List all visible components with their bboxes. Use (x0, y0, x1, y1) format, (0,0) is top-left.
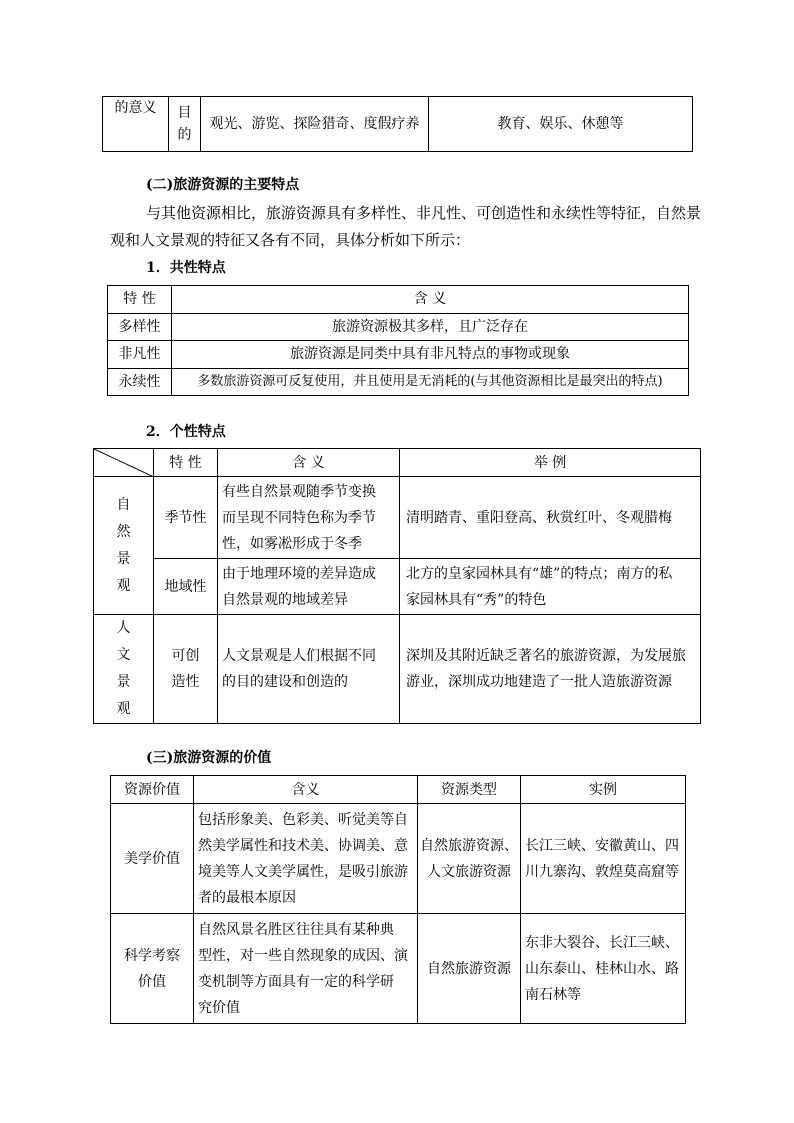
table-cell: 美学价值 (111, 804, 194, 914)
diagonal-header-cell (94, 449, 154, 477)
table-cell: 科学考察 价值 (111, 914, 194, 1024)
subsection-heading: 2．个性特点 (146, 424, 226, 440)
table-cell: 由于地理环境的差异造成 自然景观的地域差异 (218, 559, 400, 615)
table-cell: 多数旅游资源可反复使用，并且使用是无消耗的(与其他资源相比是最突出的特点) (172, 368, 689, 396)
individual-features-table (93, 448, 701, 724)
table-row (108, 313, 689, 341)
diagonal-line-graphic (94, 449, 154, 477)
table-cell: 包括形象美、色彩美、听觉美等自 然美学属性和技术美、协调美、意 境美等人文美学属性，是吸引旅游 者的最根本原因 (194, 804, 418, 914)
table-header-row (108, 286, 689, 314)
table-cell: 自然旅游资源、 人文旅游资源 (418, 804, 521, 914)
header-cell: 含 义 (172, 286, 689, 314)
header-cell: 含义 (194, 776, 418, 804)
table-cell: 的意义 (103, 97, 169, 152)
table-row (111, 914, 686, 1024)
subsection-heading: 1．共性特点 (146, 260, 226, 276)
table-row (94, 477, 701, 559)
table-header-row (111, 776, 686, 804)
table-cell: 观光、游览、探险猎奇、度假疗养 (201, 97, 429, 152)
table-cell: 深圳及其附近缺乏著名的旅游资源，为发展旅 游业，深圳成功地建造了一批人造旅游资源 (400, 615, 701, 724)
table-cell: 有些自然景观随季节变换 而呈现不同特色称为季节 性，如雾凇形成于冬季 (218, 477, 400, 559)
table-cell: 旅游资源极其多样，且广泛存在 (172, 313, 689, 341)
header-cell: 举 例 (400, 449, 701, 477)
table-cell: 非凡性 (108, 341, 172, 369)
paragraph-line: 观和人文景观的特征又各有不同，具体分析如下所示： (110, 231, 471, 249)
table-cell: 自然旅游资源 (418, 914, 521, 1024)
header-cell: 特 性 (154, 449, 218, 477)
paragraph-line: 与其他资源相比，旅游资源具有多样性、非凡性、可创造性和永续性等特征，自然景 (146, 204, 702, 222)
table-cell: 清明踏青、重阳登高、秋赏红叶、冬观腊梅 (400, 477, 701, 559)
table-row (94, 559, 701, 615)
table-cell: 目 的 (169, 97, 201, 152)
common-features-table (107, 285, 689, 396)
header-cell: 资源类型 (418, 776, 521, 804)
table-cell: 长江三峡、安徽黄山、四 川九寨沟、敦煌莫高窟等 (521, 804, 686, 914)
table-row (94, 615, 701, 724)
table-cell: 教育、娱乐、休憩等 (429, 97, 693, 152)
table-cell: 可创 造性 (154, 615, 218, 724)
header-cell: 特 性 (108, 286, 172, 314)
header-cell: 含 义 (218, 449, 400, 477)
table-row (111, 804, 686, 914)
table-cell: 自然风景名胜区往往具有某种典 型性，对一些自然现象的成因、演 变机制等方面具有一定的科学研 究价值 (194, 914, 418, 1024)
table-cell: 永续性 (108, 368, 172, 396)
table-cell: 地域性 (154, 559, 218, 615)
table-cell: 季节性 (154, 477, 218, 559)
table-row (108, 368, 689, 396)
table-cell: 旅游资源是同类中具有非凡特点的事物或现象 (172, 341, 689, 369)
significance-table (102, 96, 693, 152)
section-heading: (三)旅游资源的价值 (146, 750, 272, 766)
table-cell: 多样性 (108, 313, 172, 341)
table-cell: 人文景观是人们根据不同 的目的建设和创造的 (218, 615, 400, 724)
section-heading: (二)旅游资源的主要特点 (146, 177, 300, 193)
header-cell: 资源价值 (111, 776, 194, 804)
group-label-natural: 自 然 景 观 (94, 477, 154, 615)
group-label-cultural: 人 文 景 观 (94, 615, 154, 724)
header-cell: 实例 (521, 776, 686, 804)
resource-value-table (110, 775, 686, 1024)
table-header-row (94, 449, 701, 477)
table-cell: 东非大裂谷、长江三峡、 山东泰山、桂林山水、路 南石林等 (521, 914, 686, 1024)
table-row (103, 97, 693, 152)
table-row (108, 341, 689, 369)
table-cell: 北方的皇家园林具有“雄”的特点；南方的私 家园林具有“秀”的特色 (400, 559, 701, 615)
